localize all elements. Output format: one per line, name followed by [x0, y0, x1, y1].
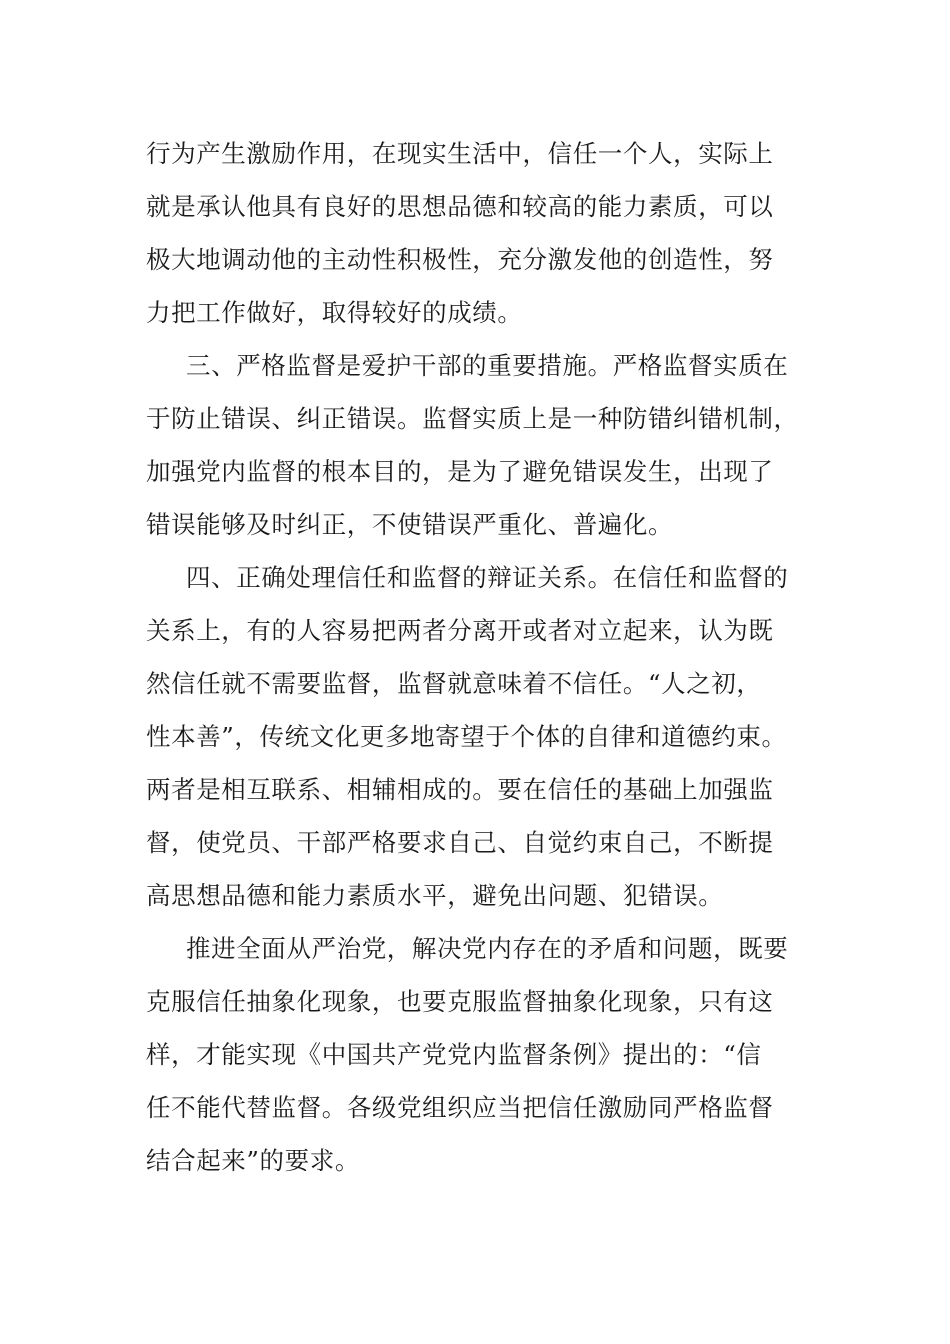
text-line: 力把工作做好，取得较好的成绩。	[146, 298, 523, 327]
text-line: 四、正确处理信任和监督的辩证关系。在信任和监督的	[186, 563, 789, 592]
text-line: 错误能够及时纠正，不使错误严重化、普遍化。	[146, 510, 674, 539]
text-line: 就是承认他具有良好的思想品德和较高的能力素质，可以	[146, 192, 774, 221]
text-line: 然信任就不需要监督，监督就意味着不信任。“人之初，	[146, 669, 762, 698]
text-line: 督，使党员、干部严格要求自己、自觉约束自己，不断提	[146, 828, 774, 857]
text-line: 性本善”，传统文化更多地寄望于个体的自律和道德约束。	[146, 722, 787, 751]
text-line: 结合起来”的要求。	[146, 1146, 360, 1175]
text-line: 极大地调动他的主动性积极性，充分激发他的创造性，努	[146, 245, 774, 274]
text-line: 加强党内监督的根本目的，是为了避免错误发生，出现了	[146, 457, 774, 486]
document-body	[146, 127, 806, 1187]
text-line: 三、严格监督是爱护干部的重要措施。严格监督实质在	[186, 351, 789, 380]
text-line: 任不能代替监督。各级党组织应当把信任激励同严格监督	[146, 1093, 774, 1122]
text-line: 于防止错误、纠正错误。监督实质上是一种防错纠错机制，	[146, 404, 799, 433]
text-line: 行为产生激励作用，在现实生活中，信任一个人，实际上	[146, 139, 774, 168]
text-line: 克服信任抽象化现象，也要克服监督抽象化现象，只有这	[146, 987, 774, 1016]
text-line: 样，才能实现《中国共产党党内监督条例》提出的：“信	[146, 1040, 762, 1069]
text-line: 推进全面从严治党，解决党内存在的矛盾和问题，既要	[186, 934, 789, 963]
text-line: 关系上，有的人容易把两者分离开或者对立起来，认为既	[146, 616, 774, 645]
text-line: 两者是相互联系、相辅相成的。要在信任的基础上加强监	[146, 775, 774, 804]
text-line: 高思想品德和能力素质水平，避免出问题、犯错误。	[146, 881, 724, 910]
